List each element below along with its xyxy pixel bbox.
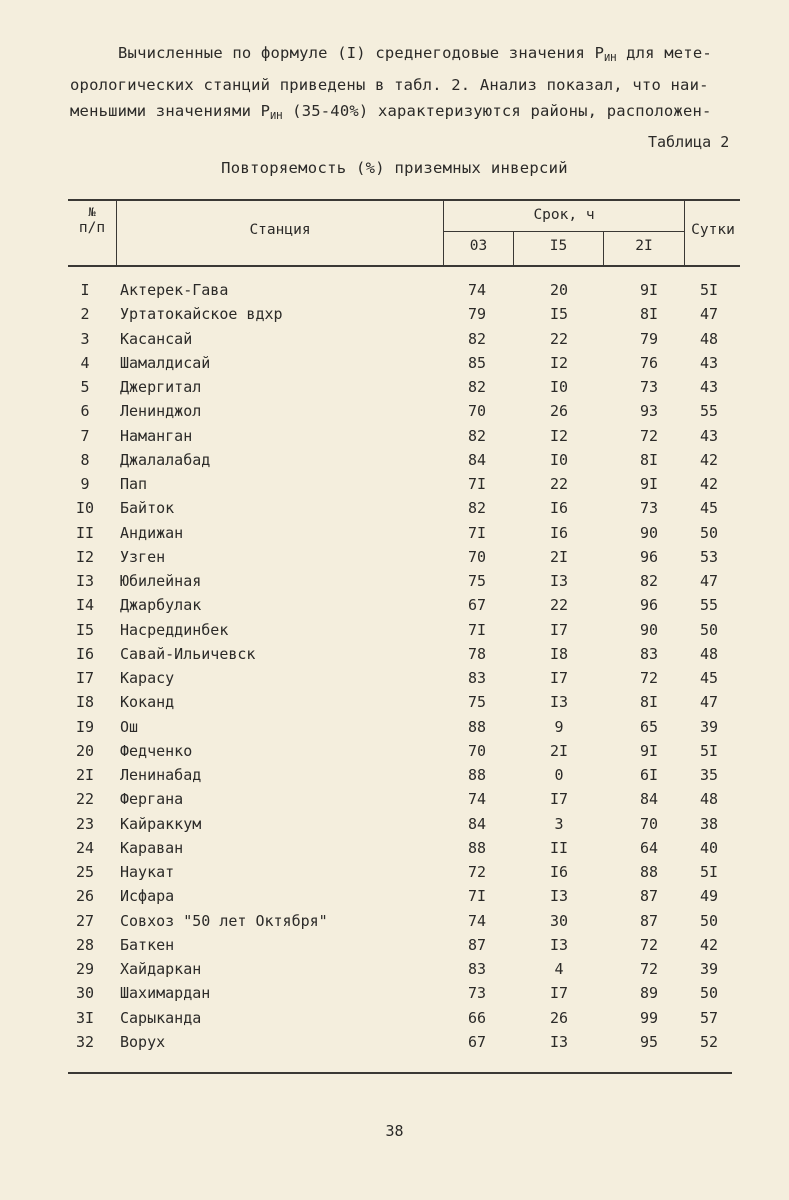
value-21: 96 (639, 596, 659, 615)
value-day: 57 (699, 1008, 719, 1027)
row-number: I6 (75, 644, 95, 663)
value-15: 20 (549, 281, 569, 299)
value-21: 65 (639, 717, 659, 736)
value-21: 93 (639, 402, 659, 421)
value-15: I3 (549, 572, 569, 590)
value-21: 87 (639, 911, 659, 930)
row-number: 23 (75, 814, 95, 833)
row-number: I0 (75, 499, 95, 518)
row-number: I3 (75, 572, 95, 590)
header-bottom-rule (68, 265, 740, 267)
row-number: 9 (80, 475, 90, 493)
table-row (0, 402, 789, 426)
value-03: 85 (467, 353, 487, 372)
table-row (0, 451, 789, 475)
value-day: 47 (699, 305, 719, 324)
table-row (0, 766, 789, 790)
value-day: 52 (699, 1032, 719, 1051)
table-row (0, 499, 789, 523)
table-row (0, 669, 789, 693)
station-name: Федченко (120, 741, 193, 760)
row-number: 4 (80, 353, 90, 372)
table-row (0, 984, 789, 1008)
table-row (0, 742, 789, 766)
value-21: 8I (639, 305, 659, 324)
value-day: 47 (699, 572, 719, 590)
row-number: 2 (80, 305, 90, 324)
row-number: 24 (75, 838, 95, 857)
value-03: 7I (467, 523, 487, 542)
value-15: I0 (549, 450, 569, 469)
value-03: 70 (467, 402, 487, 421)
station-name: Пап (120, 475, 148, 493)
value-21: 70 (639, 814, 659, 833)
page-number: 38 (385, 1122, 404, 1140)
value-day: 43 (699, 426, 719, 445)
row-number: 22 (75, 790, 95, 809)
value-15: I8 (549, 644, 569, 663)
value-day: 55 (699, 596, 719, 615)
value-15: I5 (549, 305, 569, 324)
value-day: 50 (699, 911, 719, 930)
table-row (0, 548, 789, 572)
value-day: 42 (699, 475, 719, 493)
value-day: 40 (699, 838, 719, 857)
header-num: № (88, 205, 96, 219)
value-03: 74 (467, 911, 487, 930)
table-row (0, 912, 789, 936)
paragraph-line-1: Вычисленные по формуле (I) среднегодовые значения $Р_{ИН}$ для мете- (118, 44, 712, 64)
table-row (0, 887, 789, 911)
value-21: 99 (639, 1008, 659, 1027)
value-day: 43 (699, 353, 719, 372)
value-03: 88 (467, 717, 487, 736)
row-number: I8 (75, 693, 95, 712)
value-21: 76 (639, 353, 659, 372)
table-row (0, 572, 789, 596)
value-21: 64 (639, 838, 659, 857)
value-03: 70 (467, 547, 487, 566)
table-row (0, 354, 789, 378)
station-name: Караван (120, 838, 184, 857)
header-vline-1 (116, 200, 117, 266)
value-15: I7 (549, 669, 569, 687)
row-number: 30 (75, 984, 95, 1003)
station-name: Совхоз "50 лет Октября" (120, 911, 328, 930)
value-15: I3 (549, 1032, 569, 1051)
value-15: 30 (549, 911, 569, 930)
value-03: 73 (467, 984, 487, 1003)
value-15: 22 (549, 596, 569, 615)
value-15: 4 (554, 960, 564, 978)
row-number: I4 (75, 596, 95, 615)
table-row (0, 645, 789, 669)
value-15: II (549, 838, 569, 857)
table-row (0, 1009, 789, 1033)
station-name: Уртатокайское вдхр (120, 305, 283, 324)
value-03: 88 (467, 766, 487, 784)
value-day: 53 (699, 547, 719, 566)
row-number: 8 (80, 450, 90, 469)
row-number: 29 (75, 960, 95, 978)
value-day: 42 (699, 450, 719, 469)
row-number: 7 (80, 426, 90, 445)
row-number: I2 (75, 547, 95, 566)
value-03: 74 (467, 790, 487, 809)
station-name: Фергана (120, 790, 184, 809)
value-03: 78 (467, 644, 487, 663)
intro-paragraph (70, 40, 750, 130)
row-number: 2I (75, 766, 95, 784)
row-number: 6 (80, 402, 90, 421)
value-day: 45 (699, 499, 719, 518)
table-row (0, 427, 789, 451)
table-row (0, 815, 789, 839)
value-03: 84 (467, 814, 487, 833)
value-21: 90 (639, 523, 659, 542)
header-station: Станция (249, 222, 311, 238)
row-number: 32 (75, 1032, 95, 1051)
table-row (0, 524, 789, 548)
station-name: Хайдаркан (120, 960, 202, 978)
table-row (0, 936, 789, 960)
value-day: 38 (699, 814, 719, 833)
value-21: 72 (639, 426, 659, 445)
paragraph-line-2: орологических станций приведены в табл. 2. Анализ показал, что наи- (70, 76, 709, 94)
value-03: 7I (467, 620, 487, 639)
value-15: I3 (549, 693, 569, 712)
value-21: 72 (639, 669, 659, 687)
station-name: Баткен (120, 935, 175, 954)
table-row (0, 281, 789, 305)
value-day: 5I (699, 741, 719, 760)
table-row (0, 475, 789, 499)
value-15: I6 (549, 499, 569, 518)
value-day: 47 (699, 693, 719, 712)
row-number: 5 (80, 378, 90, 396)
value-15: I3 (549, 935, 569, 954)
header-num-2: п/п (78, 220, 106, 236)
table-row (0, 596, 789, 620)
value-03: 67 (467, 1032, 487, 1051)
value-03: 82 (467, 426, 487, 445)
station-name: Юбилейная (120, 572, 202, 590)
value-21: 84 (639, 790, 659, 809)
value-21: 89 (639, 984, 659, 1003)
row-number: I (80, 281, 90, 299)
value-03: 82 (467, 329, 487, 348)
header-21: 2I (635, 238, 653, 254)
value-03: 66 (467, 1008, 487, 1027)
station-name: Насреддинбек (120, 620, 229, 639)
value-day: 50 (699, 984, 719, 1003)
value-21: 87 (639, 887, 659, 906)
header-vline-3 (684, 200, 685, 266)
value-15: 22 (549, 475, 569, 493)
table-top-rule (68, 199, 740, 201)
value-day: 5I (699, 281, 719, 299)
station-name: Коканд (120, 693, 175, 712)
value-15: 26 (549, 1008, 569, 1027)
value-03: 75 (467, 693, 487, 712)
value-15: 9 (554, 717, 564, 736)
value-15: I6 (549, 863, 569, 881)
station-name: Наукат (120, 863, 175, 881)
value-15: I7 (549, 790, 569, 809)
station-name: Андижан (120, 523, 184, 542)
value-15: 22 (549, 329, 569, 348)
station-name: Узген (120, 547, 166, 566)
value-15: 2I (549, 547, 569, 566)
value-day: 48 (699, 644, 719, 663)
value-15: I2 (549, 426, 569, 445)
table-row (0, 839, 789, 863)
value-day: 39 (699, 960, 719, 978)
value-21: 72 (639, 960, 659, 978)
value-21: 73 (639, 378, 659, 396)
value-21: 9I (639, 281, 659, 299)
value-03: 88 (467, 838, 487, 857)
value-03: 7I (467, 887, 487, 906)
value-day: 39 (699, 717, 719, 736)
table-row (0, 693, 789, 717)
value-day: 42 (699, 935, 719, 954)
table-label: Таблица 2 (648, 133, 730, 151)
value-day: 43 (699, 378, 719, 396)
table-row (0, 330, 789, 354)
value-day: 48 (699, 329, 719, 348)
table-row (0, 960, 789, 984)
station-name: Шамалдисай (120, 353, 211, 372)
value-15: I6 (549, 523, 569, 542)
value-15: I0 (549, 378, 569, 396)
value-day: 35 (699, 766, 719, 784)
station-name: Ворух (120, 1032, 166, 1051)
value-15: I7 (549, 984, 569, 1003)
value-21: 72 (639, 935, 659, 954)
value-21: 9I (639, 741, 659, 760)
value-03: 87 (467, 935, 487, 954)
value-03: 74 (467, 281, 487, 299)
value-21: 73 (639, 499, 659, 518)
value-day: 50 (699, 620, 719, 639)
value-03: 83 (467, 960, 487, 978)
row-number: 26 (75, 887, 95, 906)
value-03: 75 (467, 572, 487, 590)
value-15: 0 (554, 766, 564, 784)
station-name: Сарыканда (120, 1008, 202, 1027)
station-name: Актерек-Гава (120, 281, 229, 299)
value-day: 55 (699, 402, 719, 421)
station-name: Кайраккум (120, 814, 202, 833)
value-21: 82 (639, 572, 659, 590)
header-day: Сутки (691, 222, 735, 238)
row-number: I7 (75, 669, 95, 687)
value-03: 70 (467, 741, 487, 760)
value-day: 5I (699, 863, 719, 881)
row-number: I5 (75, 620, 95, 639)
value-21: 9I (639, 475, 659, 493)
value-03: 84 (467, 450, 487, 469)
row-number: 3I (75, 1008, 95, 1027)
value-03: 82 (467, 499, 487, 518)
table-row (0, 1033, 789, 1057)
value-21: 88 (639, 863, 659, 881)
table-bottom-rule (68, 1072, 732, 1074)
value-21: 83 (639, 644, 659, 663)
value-15: I2 (549, 353, 569, 372)
row-number: II (75, 523, 95, 542)
value-03: 7I (467, 475, 487, 493)
table-title: Повторяемость (%) приземных инверсий (221, 159, 568, 177)
station-name: Наманган (120, 426, 193, 445)
station-name: Ленинабад (120, 766, 202, 784)
value-21: 79 (639, 329, 659, 348)
value-21: 90 (639, 620, 659, 639)
row-number: 27 (75, 911, 95, 930)
row-number: 25 (75, 863, 95, 881)
row-number: I9 (75, 717, 95, 736)
value-21: 95 (639, 1032, 659, 1051)
station-name: Ош (120, 717, 139, 736)
station-name: Джалалабад (120, 450, 211, 469)
value-03: 67 (467, 596, 487, 615)
header-15: I5 (549, 238, 568, 254)
table-row (0, 718, 789, 742)
paragraph-line-3: меньшими значениями $Р_{ИН}$ (35-40%) характеризуются районы, расположен- (70, 102, 712, 122)
station-name: Джергитал (120, 378, 202, 396)
station-name: Джарбулак (120, 596, 202, 615)
station-name: Шахимардан (120, 984, 211, 1003)
station-name: Ленинджол (120, 402, 202, 421)
header-term: Срок, ч (533, 207, 595, 223)
station-name: Байток (120, 499, 175, 518)
value-21: 8I (639, 693, 659, 712)
header-03: 03 (469, 238, 488, 254)
value-21: 6I (639, 766, 659, 784)
value-21: 8I (639, 450, 659, 469)
station-name: Исфара (120, 887, 175, 906)
value-day: 45 (699, 669, 719, 687)
value-21: 96 (639, 547, 659, 566)
value-15: 26 (549, 402, 569, 421)
value-day: 48 (699, 790, 719, 809)
row-number: 28 (75, 935, 95, 954)
table-row (0, 305, 789, 329)
table-row (0, 378, 789, 402)
row-number: 3 (80, 329, 90, 348)
table-row (0, 790, 789, 814)
value-03: 72 (467, 863, 487, 881)
value-15: I7 (549, 620, 569, 639)
table-row (0, 621, 789, 645)
value-15: 3 (554, 814, 564, 833)
value-15: I3 (549, 887, 569, 906)
value-03: 79 (467, 305, 487, 324)
value-day: 49 (699, 887, 719, 906)
value-03: 82 (467, 378, 487, 396)
station-name: Касансай (120, 329, 193, 348)
station-name: Савай-Ильичевск (120, 644, 256, 663)
value-day: 50 (699, 523, 719, 542)
value-03: 83 (467, 669, 487, 687)
row-number: 20 (75, 741, 95, 760)
station-name: Карасу (120, 669, 175, 687)
table-row (0, 863, 789, 887)
value-15: 2I (549, 741, 569, 760)
header-subrule (443, 231, 684, 232)
